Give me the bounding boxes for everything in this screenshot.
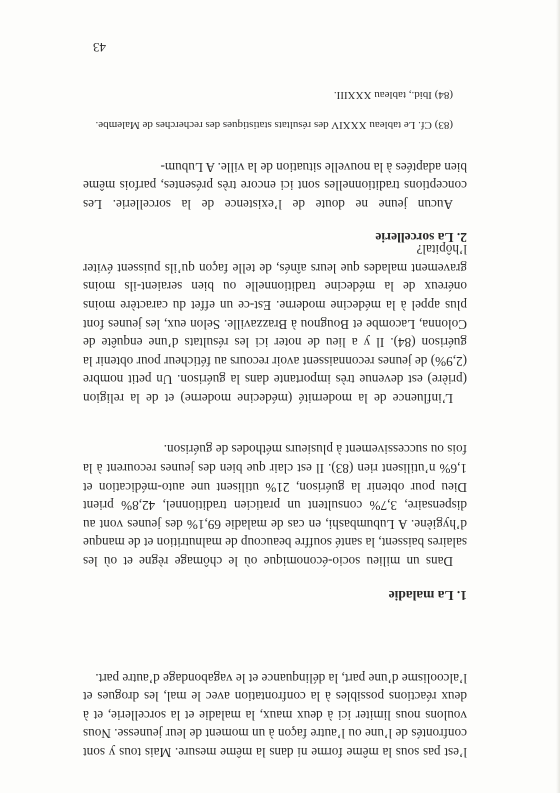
- scan-edge: [556, 0, 560, 793]
- paragraph-maladie-1: Dans un milieu socio-économique où le chômage règne et où les salaires baissent, la santé souffre beaucoup de malnutrition et de manque d’hygiène. A Lubumbashi, en cas de maladie 69,1% des jeunes vont au dispensaire, 3,7% consultent un praticien traditionnel, 42,8% prient Dieu pour obtenir la guérison, 21% utilisent une auto-médication et 1,6% n’utilisent rien (83). Il est clair que bien des jeunes recourent à la fois ou successivement à plusieurs méthodes de guérison.: [83, 442, 467, 569]
- page-number: 43: [93, 40, 106, 55]
- paragraph-maladie-2: L’influence de la modernité (médecine moderne) et de la religion (prière) est devenue très importante dans la guérison. Un petit nombre (2,9%) de jeunes reconnaissent avoir recours au féticheur pour obtenir la guérison (84). Il y a lieu de noter ici les résultats d’une enquête de Colonna, Lacombe et Bougnou à Brazzaville. Selon eux, les jeunes font plus appel à la médecine moderne. Est-ce un effet du caractère moins onéreux de la médecine traditionnelle ou bien seraient-ils moins gravement malades que leurs aînés, de telle façon qu’ils puissent éviter l’hôpital?: [83, 242, 467, 406]
- footnote-83: (83) Cf. Le tableau XXXIV des résultats statistiques des recherches de Malembe.: [95, 119, 453, 131]
- section-heading-maladie: 1. La maladie: [388, 588, 467, 603]
- paragraph-sorcellerie-1: Aucun jeune ne doute de l’existence de la sorcellerie. Les conceptions traditionnelles sont ici encore très présentes, parfois même bien adaptées à la nouvelle situation de la ville. A Lubum-: [83, 159, 467, 212]
- intro-paragraph: l’est pas sous la même forme ni dans la même mesure. Mais tous y sont confrontés de l’une ou l’autre façon à un moment de leur jeunesse. Nous voulons nous limiter ici à deux maux, la maladie et la sorcellerie, et à deux réactions possibles à la confrontation avec le mal, les drogues et l’alcoolisme d’une part, la délinquance et le vagabondage d’autre part.: [83, 670, 467, 760]
- section-heading-sorcellerie: 2. La sorcellerie: [375, 230, 467, 245]
- footnote-84: (84) Ibid., tableau XXXIII.: [333, 89, 453, 101]
